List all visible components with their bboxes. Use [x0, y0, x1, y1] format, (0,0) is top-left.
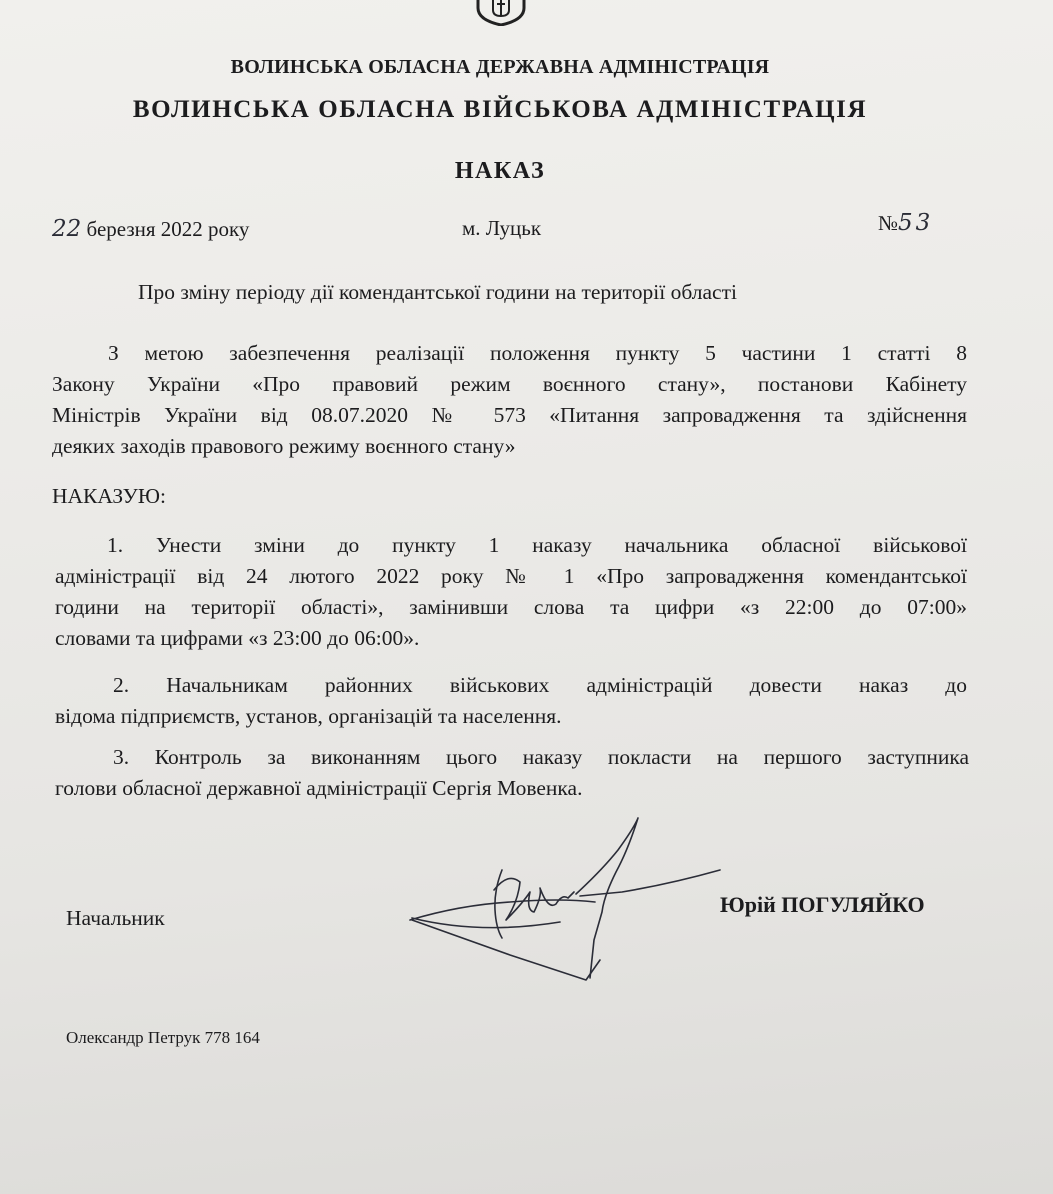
item-line: години на території області», замінивши слова та цифри «з 22:00 до 07:00» [55, 595, 967, 619]
handwritten-number: 53 [898, 210, 934, 236]
order-item-3 [55, 742, 969, 804]
item-line: відома підприємств, установ, організацій та населення. [55, 704, 562, 728]
order-subject: Про зміну періоду дії комендантської години на території області [138, 280, 737, 304]
coat-of-arms-icon [470, 0, 532, 26]
state-administration-title: ВОЛИНСЬКА ОБЛАСНА ДЕРЖАВНА АДМІНІСТРАЦІЯ [230, 56, 770, 78]
item-line: голови обласної державної адміністрації Сергія Мовенка. [55, 776, 583, 800]
handwritten-day: 22 [52, 216, 82, 242]
preamble-line: деяких заходів правового режиму воєнного стану» [52, 434, 516, 458]
executor-line: Олександр Петрук 778 164 [66, 1028, 260, 1047]
number-sign: № [878, 211, 899, 235]
item-line: 2. Начальникам районних військових адміністрацій довести наказ до [113, 673, 967, 697]
order-item-1 [55, 530, 967, 654]
order-keyword: НАКАЗУЮ: [52, 484, 166, 508]
preamble-line: Міністрів України від 08.07.2020 № 573 «Питання запровадження та здійснення [52, 403, 967, 427]
date-text: березня 2022 року [86, 217, 250, 241]
item-line: 3. Контроль за виконанням цього наказу покласти на першого заступника [113, 745, 969, 769]
preamble-line: З метою забезпечення реалізації положення пункту 5 частини 1 статті 8 [108, 341, 967, 365]
preamble-line: Закону України «Про правовий режим воєнного стану», постанови Кабінету [52, 372, 967, 396]
item-line: 1. Унести зміни до пункту 1 наказу начальника обласної військової [107, 533, 967, 557]
item-line: словами та цифрами «з 23:00 до 06:00». [55, 626, 420, 650]
military-administration-title: ВОЛИНСЬКА ОБЛАСНА ВІЙСЬКОВА АДМІНІСТРАЦІЯ [132, 96, 868, 123]
item-line: адміністрації від 24 лютого 2022 року № 1 «Про запровадження комендантської [55, 564, 967, 588]
preamble-paragraph [52, 338, 967, 462]
order-item-2 [55, 670, 967, 732]
handwritten-signature [390, 810, 730, 990]
order-city: м. Луцьк [462, 216, 542, 240]
order-date [52, 216, 249, 242]
signatory-position: Начальник [66, 906, 165, 930]
signatory-name: Юрій ПОГУЛЯЙКО [720, 892, 925, 917]
document-type-heading: НАКАЗ [454, 158, 546, 184]
order-number [878, 210, 933, 236]
